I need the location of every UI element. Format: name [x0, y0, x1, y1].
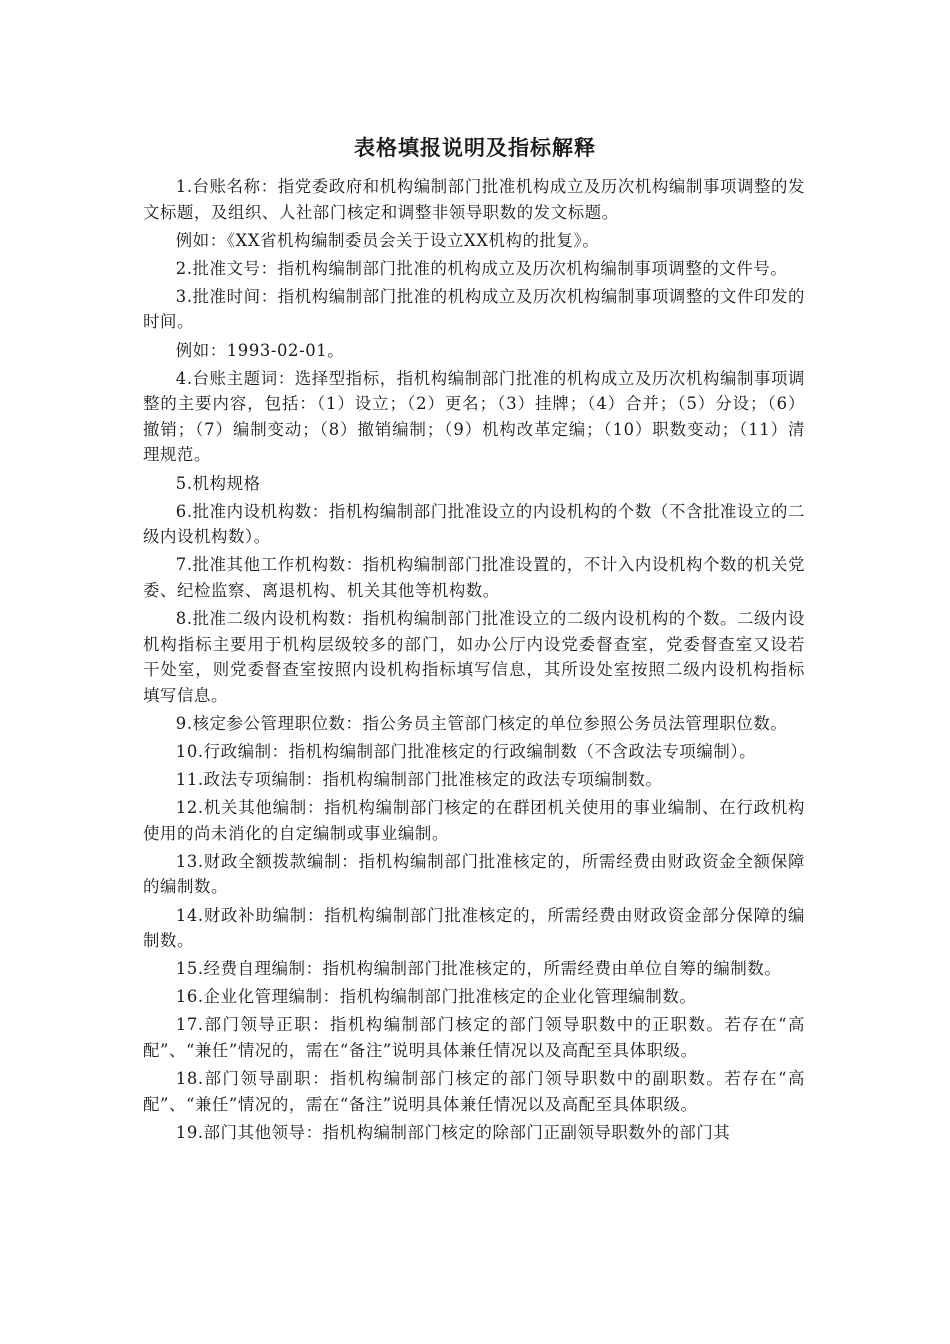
paragraph-item-4: 4.台账主题词：选择型指标，指机构编制部门批准的机构成立及历次机构编制事项调整的主要内容，包括：（1）设立；（2）更名；（3）挂牌；（4）合并；（5）分设；（6）撤销；（7）编制变动；（8）撤销编制；（9）机构改革定编；（10）职数变动；（11）清理规范。	[143, 368, 805, 465]
paragraph-item-12: 12.机关其他编制：指机构编制部门核定的在群团机关使用的事业编制、在行政机构使用的尚未消化的自定编制或事业编制。	[143, 798, 805, 843]
paragraph-item-10: 10.行政编制：指机构编制部门批准核定的行政编制数（不含政法专项编制）。	[175, 741, 757, 761]
paragraph-item-1: 1.台账名称：指党委政府和机构编制部门批准机构成立及历次机构编制事项调整的发文标题，及组织、人社部门核定和调整非领导职数的发文标题。	[143, 177, 805, 222]
paragraph-item-3: 3.批准时间：指机构编制部门批准的机构成立及历次机构编制事项调整的文件印发的时间。	[143, 286, 805, 332]
paragraph-item-8: 8.批准二级内设机构数：指机构编制部门批准设立的二级内设机构的个数。二级内设机构指标主要用于机构层级较多的部门，如办公厅内设党委督查室，党委督查室又设若干处室，则党委督查室按照内设机构指标填写信息，其所设处室按照二级内设机构指标填写信息。	[143, 609, 805, 705]
document-body	[143, 174, 805, 1148]
paragraph-item-17: 17.部门领导正职：指机构编制部门核定的部门领导职数中的正职数。若存在“高配”、“兼任”情况的，需在“备注”说明具体兼任情况以及高配至具体职级。	[143, 1015, 805, 1060]
paragraph-item-11: 11.政法专项编制：指机构编制部门批准核定的政法专项编制数。	[175, 770, 663, 790]
paragraph-item-3-example: 例如：1993-02-01。	[175, 340, 345, 360]
paragraph-item-1-example: 例如：《XX省机构编制委员会关于设立XX机构的批复》。	[175, 230, 600, 250]
paragraph-item-13: 13.财政全额拨款编制：指机构编制部门批准核定的，所需经费由财政资金全额保障的编制数。	[143, 851, 805, 897]
paragraph-item-14: 14.财政补助编制：指机构编制部门批准核定的，所需经费由财政资金部分保障的编制数。	[143, 905, 805, 951]
paragraph-item-5: 5.机构规格	[175, 473, 261, 493]
paragraph-item-6: 6.批准内设机构数：指机构编制部门批准设立的内设机构的个数（不含批准设立的二级内设机构数）。	[143, 501, 805, 547]
paragraph-item-18: 18.部门领导副职：指机构编制部门核定的部门领导职数中的副职数。若存在“高配”、“兼任”情况的，需在“备注”说明具体兼任情况以及高配至具体职级。	[143, 1069, 805, 1114]
document-title: 表格填报说明及指标解释	[354, 135, 596, 160]
paragraph-item-9: 9.核定参公管理职位数：指公务员主管部门核定的单位参照公务员法管理职位数。	[175, 713, 788, 733]
paragraph-item-2: 2.批准文号：指机构编制部门批准的机构成立及历次机构编制事项调整的文件号。	[175, 258, 788, 278]
paragraph-item-19: 19.部门其他领导：指机构编制部门核定的除部门正副领导职数外的部门其	[175, 1122, 731, 1142]
paragraph-item-7: 7.批准其他工作机构数：指机构编制部门批准设置的，不计入内设机构个数的机关党委、纪检监察、离退机构、机关其他等机构数。	[143, 555, 805, 600]
paragraph-item-15: 15.经费自理编制：指机构编制部门批准核定的，所需经费由单位自筹的编制数。	[175, 959, 782, 979]
paragraph-item-16: 16.企业化管理编制：指机构编制部门批准核定的企业化管理编制数。	[175, 987, 697, 1007]
